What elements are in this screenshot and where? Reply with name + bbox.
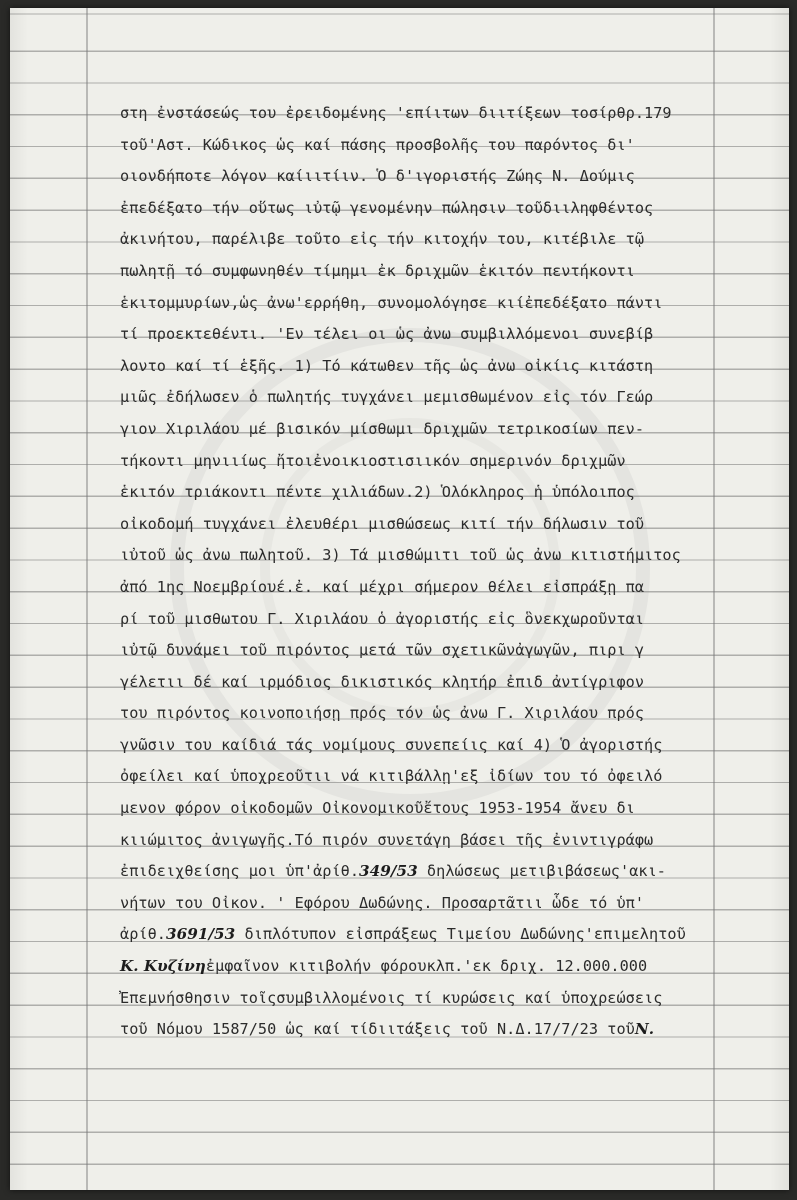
typed-text: κιιώμιτος ἀνιγωγῆς.Τό πιρόν συνετάγη βάσει τῆς ἐνιντιγράφω xyxy=(120,830,654,849)
text-line xyxy=(120,224,730,256)
typed-text: μιῶς ἐδήλωσεν ὁ πωλητής τυγχάνει μεμισθωμένον εἰς τόν Γεώρ xyxy=(120,388,654,407)
text-line xyxy=(120,856,730,888)
text-line xyxy=(120,256,730,288)
text-line xyxy=(120,825,730,857)
typed-text: λοντο καί τί ἑξῆς. 1) Τό κάτωθεν τῆς ὡς ἀνω οἰκίις κιτάστη xyxy=(120,356,654,375)
text-line xyxy=(120,983,730,1015)
typed-text: ἐμφαῖνον κιτιβολήν φόρουκλπ.'εκ δριχ. 12.000.000 xyxy=(205,957,648,976)
text-line xyxy=(120,761,730,793)
typed-text: Ἐπεμνήσθησιν τοῖςσυμβιλλομένοις τί κυρώσεις καί ὑποχρεώσεις xyxy=(120,988,663,1007)
text-line xyxy=(120,509,730,541)
typed-text: ἀρίθ. xyxy=(120,925,166,944)
text-line xyxy=(120,635,730,667)
typed-text: μενον φόρον οἰκοδομῶν Οἰκονομικοῦἔτους 1953-1954 ἄνευ δι xyxy=(120,799,635,818)
typed-text: τοῦ Νόμου 1587/50 ὡς καί τίδιιτάξεις τοῦ Ν.Δ.17/7/23 τοῦ xyxy=(120,1020,635,1039)
typed-text: πωλητῇ τό συμφωνηθέν τίμημι ἐκ δριχμῶν ἑκιτόν πεντήκοντι xyxy=(120,261,635,280)
typed-text: ιὐτοῦ ὡς ἀνω πωλητοῦ. 3) Τά μισθώμιτι τοῦ ὡς ἀνω κιτιστήμιτος xyxy=(120,546,681,565)
text-line xyxy=(120,130,730,162)
text-line xyxy=(120,161,730,193)
text-line xyxy=(120,572,730,604)
typed-text: γνῶσιν του καίδιά τάς νομίμους συνεπείις καί 4) Ὁ ἀγοριστής xyxy=(120,735,663,754)
typed-text: του πιρόντος κοινοποιήσῃ πρός τόν ὡς ἀνω Γ. Χιριλάου πρός xyxy=(120,704,645,723)
typed-text: γιον Χιριλάου μέ βισικόν μίσθωμι δριχμῶν τετρικοσίων πεν- xyxy=(120,419,645,438)
document-page xyxy=(10,8,789,1190)
typed-text: ἀπό 1ης Νοεμβρίουέ.ἐ. καί μέχρι σήμερον θέλει εἰσπράξῃ πα xyxy=(120,577,645,596)
text-line xyxy=(120,446,730,478)
text-line xyxy=(120,604,730,636)
typed-text: διπλότυπον εἰσπράξεως Τιμείου Δωδώνης'επιμελητοῦ xyxy=(235,925,686,944)
handwritten-insert: Κ. Κυζίνη xyxy=(120,957,206,976)
text-line xyxy=(120,919,730,951)
text-line xyxy=(120,351,730,383)
text-line xyxy=(120,319,730,351)
typed-text: οἰκοδομή τυγχάνει ἐλευθέρι μισθώσεως κιτί τήν δήλωσιν τοῦ xyxy=(120,514,645,533)
handwritten-insert: 3691/53 xyxy=(165,925,236,944)
typed-text: γέλετιι δέ καί ιρμόδιος δικιστικός κλητήρ ἐπιδ ἀντίγριφον xyxy=(120,672,645,691)
text-line xyxy=(120,477,730,509)
typed-text: τήκοντι μηνιιίως ἤτοιἐνοικιοστισιικόν σημερινόν δριχμῶν xyxy=(120,451,626,470)
text-line xyxy=(120,888,730,920)
typed-text: ἑκιτόν τριάκοντι πέντε χιλιάδων.2) Ὁλόκληρος ἡ ὑπόλοιπος xyxy=(120,483,635,502)
text-line xyxy=(120,98,730,130)
text-line xyxy=(120,193,730,225)
text-line xyxy=(120,288,730,320)
text-line xyxy=(120,730,730,762)
typed-text: ἐπιδειχθείσης μοι ὑπ'ἀρίθ. xyxy=(120,862,360,881)
text-line xyxy=(120,951,730,983)
typed-text: στη ἐνστάσεώς του ἐρειδομένης 'επίιτων διιτίξεων τοσίρθρ.179 xyxy=(120,104,672,122)
typed-text: νήτων του Οἰκον. ' Εφόρου Δωδώνης. Προσαρτᾶτιι ὧδε τό ὑπ' xyxy=(120,893,645,912)
text-line xyxy=(120,698,730,730)
typed-text-body xyxy=(120,98,730,1046)
typed-text: ἑκιτομμυρίων,ὡς ἀνω'ερρήθη, συνομολόγησε κιίἐπεδέξατο πάντι xyxy=(120,293,663,312)
text-line xyxy=(120,667,730,699)
typed-text: δηλώσεως μετιβιβάσεως'ακι- xyxy=(417,862,666,881)
typed-text: τοῦ'Αστ. Κώδικος ὡς καί πάσης προσβολῆς του παρόντος δι' xyxy=(120,135,635,154)
text-line xyxy=(120,414,730,446)
typed-text: ἀκινήτου, παρέλιβε τοῦτο εἰς τήν κιτοχήν του, κιτέβιλε τῷ xyxy=(120,230,645,249)
typed-text: ρί τοῦ μισθωτου Γ. Χιριλάου ὁ ἀγοριστής εἰς ὃνεκχωροῦνται xyxy=(120,609,645,628)
typed-text: τί προεκτεθέντι. 'Εν τέλει οι ὡς ἀνω συμβιλλόμενοι συνεβίβ xyxy=(120,325,654,344)
typed-text: ιὐτῷ δυνάμει τοῦ πιρόντος μετά τῶν σχετικῶνἀγωγῶν, πιρι γ xyxy=(120,641,645,660)
handwritten-insert: Ν. xyxy=(634,1020,655,1039)
typed-text: ὀφείλει καί ὑποχρεοῦτιι νά κιτιβάλλῃ'εξ ἰδίων του τό ὀφειλό xyxy=(120,767,663,786)
handwritten-insert: 349/53 xyxy=(359,862,418,881)
typed-text: οιονδήποτε λόγον καίιιτίιν. Ὁ δ'ιγοριστής Ζώης Ν. Δούμις xyxy=(120,167,635,186)
text-line xyxy=(120,793,730,825)
text-line xyxy=(120,1014,730,1046)
text-line xyxy=(120,540,730,572)
typed-text: ἐπεδέξατο τήν οὕτως ιὐτῷ γενομένην πώλησιν τοῦδιιληφθέντος xyxy=(120,198,654,217)
text-line xyxy=(120,382,730,414)
left-margin-line xyxy=(86,8,88,1190)
